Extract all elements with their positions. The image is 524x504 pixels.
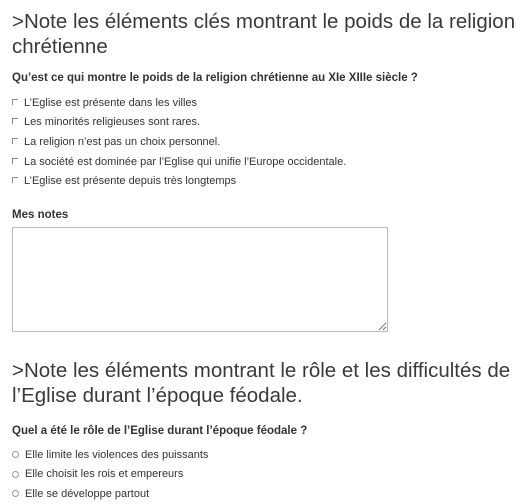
checkbox-icon[interactable]	[12, 158, 18, 164]
option-label: L’Eglise est présente dans les villes	[24, 96, 198, 109]
radio-option[interactable]	[12, 465, 208, 485]
checkbox-option[interactable]	[12, 132, 346, 152]
radio-icon[interactable]	[12, 451, 19, 458]
notes-label: Mes notes	[12, 209, 69, 221]
option-label: Elle limite les violences des puissants	[25, 448, 209, 461]
checkbox-option[interactable]	[12, 171, 346, 191]
checkbox-icon[interactable]	[12, 177, 18, 183]
section-title-religion: >Note les éléments clés montrant le poids de la religion chrétienne	[12, 10, 516, 58]
checkbox-option[interactable]	[12, 93, 346, 113]
option-label: Les minorités religieuses sont rares.	[24, 116, 201, 129]
option-label: L’Eglise est présente depuis très longtemps	[24, 175, 237, 188]
question-role-eglise: Quel a été le rôle de l’Eglise durant l’époque féodale ?	[12, 425, 308, 437]
option-label: La société est dominée par l’Eglise qui unifie l’Europe occidentale.	[24, 155, 347, 168]
checkbox-option[interactable]	[12, 152, 346, 172]
radio-option[interactable]	[12, 445, 208, 465]
checkbox-option[interactable]	[12, 113, 346, 133]
notes-textarea[interactable]	[12, 227, 388, 332]
radio-icon[interactable]	[12, 471, 19, 478]
checkbox-icon[interactable]	[12, 99, 18, 105]
section-title-eglise-feodale: >Note les éléments montrant le rôle et les difficultés de l’Eglise durant l’époque féodale.	[12, 359, 511, 407]
checkbox-icon[interactable]	[12, 118, 18, 124]
radio-options-list	[12, 445, 208, 504]
radio-option[interactable]	[12, 484, 208, 504]
checkbox-options-list	[12, 93, 346, 191]
option-label: Elle choisit les rois et empereurs	[25, 468, 184, 481]
radio-icon[interactable]	[12, 490, 19, 497]
checkbox-icon[interactable]	[12, 138, 18, 144]
option-label: Elle se développe partout	[25, 487, 150, 500]
option-label: La religion n’est pas un choix personnel.	[24, 135, 221, 148]
question-poids-religion: Qu’est ce qui montre le poids de la religion chrétienne au XIe XIIIe siècle ?	[12, 72, 418, 84]
